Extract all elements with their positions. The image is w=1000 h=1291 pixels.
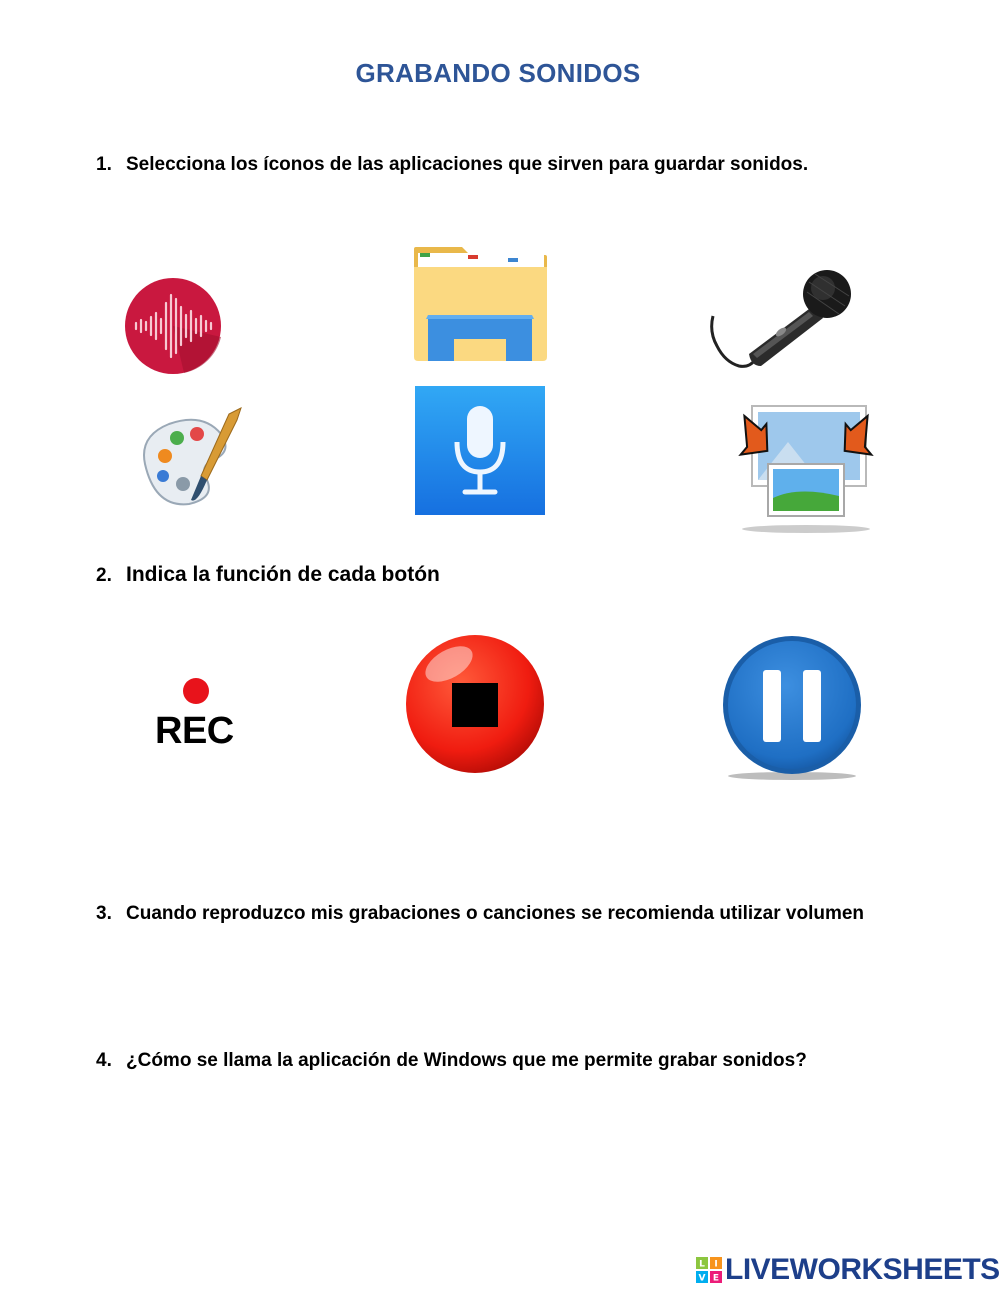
question-1 <box>96 154 808 176</box>
question-3 <box>96 903 864 925</box>
voice-memo-app-icon[interactable] <box>415 386 545 515</box>
question-3-text: Cuando reproduzco mis grabaciones o canciones se recomienda utilizar volumen <box>126 903 865 924</box>
pause-button-icon[interactable] <box>721 636 863 782</box>
question-4-text: ¿Cómo se llama la aplicación de Windows que me permite grabar sonidos? <box>126 1050 807 1071</box>
record-button-label[interactable]: REC <box>155 710 234 752</box>
logo-letter-v: V <box>698 1273 706 1283</box>
brand-name[interactable]: LIVEWORKSHEETS <box>725 1253 1000 1286</box>
question-3-number: 3. <box>96 903 112 924</box>
stop-button-icon[interactable] <box>405 634 545 774</box>
live-blocks-icon <box>696 1257 722 1283</box>
question-2 <box>96 563 440 587</box>
question-2-text: Indica la función de cada botón <box>126 563 440 586</box>
logo-letter-e: E <box>712 1273 720 1283</box>
photo-viewer-icon[interactable] <box>728 402 884 534</box>
file-explorer-icon[interactable] <box>412 245 549 363</box>
record-dot-icon <box>183 678 209 704</box>
page-title: GRABANDO SONIDOS <box>355 58 641 88</box>
liveworksheets-logo <box>696 1253 1000 1287</box>
question-2-number: 2. <box>96 565 112 586</box>
question-1-number: 1. <box>96 154 112 175</box>
logo-letter-l: L <box>699 1259 705 1270</box>
question-1-text: Selecciona los íconos de las aplicaciones que sirven para guardar sonidos. <box>126 154 809 175</box>
microphone-icon[interactable] <box>709 262 853 370</box>
voice-recorder-icon[interactable] <box>124 277 222 375</box>
question-4 <box>96 1050 807 1072</box>
paint-palette-icon[interactable] <box>137 404 245 512</box>
question-4-number: 4. <box>96 1050 112 1071</box>
logo-letter-i: I <box>714 1259 718 1270</box>
